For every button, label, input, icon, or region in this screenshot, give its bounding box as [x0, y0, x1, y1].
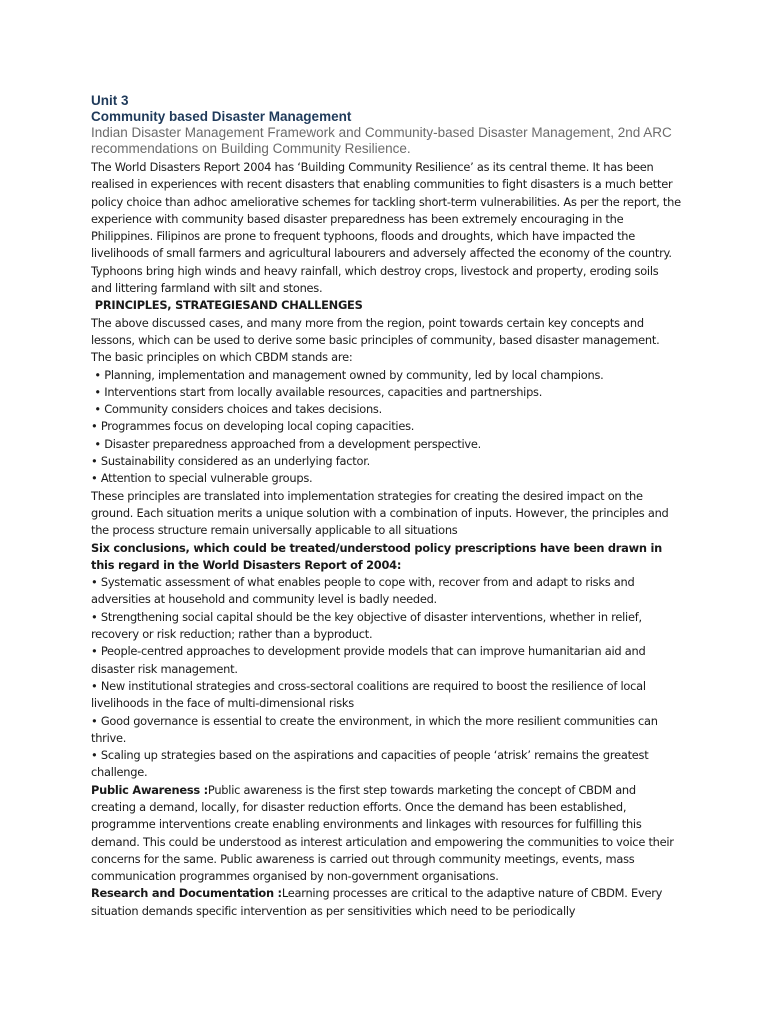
chapter-subtitle: Indian Disaster Management Framework and Community-based Disaster Management, 2nd ARC recommendations on Building Community Resilience. — [91, 125, 672, 156]
principles-list — [91, 367, 681, 488]
list-item: • Good governance is essential to create the environment, in which the more resilient communities can thrive. — [91, 713, 658, 745]
unit-label: Unit 3 — [91, 93, 129, 108]
list-item: • Programmes focus on developing local coping capacities. — [91, 419, 415, 434]
list-item: • Planning, implementation and management owned by community, led by local champions. — [91, 367, 604, 382]
list-item: • New institutional strategies and cross-sectoral coalitions are required to boost the resilience of local livelihoods in the face of multi-dimensional risks — [91, 678, 646, 711]
list-item: • Scaling up strategies based on the aspirations and capacities of people ‘atrisk’ remains the greatest challenge. — [91, 748, 649, 780]
list-item: • Disaster preparedness approached from a development perspective. — [91, 436, 482, 451]
research-paragraph — [91, 885, 681, 920]
research-text: Learning processes are critical to the adaptive nature of CBDM. Every situation demands specific intervention as per sensitivities which need to be periodically — [91, 886, 663, 918]
list-item: • Strengthening social capital should be the key objective of disaster interventions, whether in relief, recovery or risk reduction; rather than a byproduct. — [91, 609, 642, 642]
conclusions-list — [91, 574, 681, 782]
conclusions-heading: Six conclusions, which could be treated/understood policy prescriptions have been drawn in this regard in the World Disasters Report of 2004: — [91, 540, 662, 572]
list-item: • Community considers choices and takes decisions. — [91, 402, 382, 417]
chapter-title: Community based Disaster Management — [91, 109, 352, 124]
list-item: • Systematic assessment of what enables people to cope with, recover from and adapt to risks and adversities at household and community level is badly needed. — [91, 575, 635, 607]
list-item: • People-centred approaches to development provide models that can improve humanitarian aid and disaster risk management. — [91, 644, 646, 676]
principles-heading: PRINCIPLES, STRATEGIESAND CHALLENGES — [91, 298, 363, 313]
list-item: • Interventions start from locally available resources, capacities and partnerships. — [91, 384, 543, 399]
public-awareness-text: Public awareness is the first step towards marketing the concept of CBDM and creating a demand, locally, for disaster reduction efforts. Once the demand has been established, programme interventions create enabling environments and linkages with resources for fulfilling this demand. This could be understood as interest articulation and empowering the communities to voice their concerns for the same. Public awareness is carried out through community meetings, events, mass communication programmes organised by non-government organisations. — [91, 782, 674, 884]
public-awareness-label: Public Awareness : — [91, 782, 208, 797]
document-page — [91, 93, 681, 920]
intro-paragraph: The World Disasters Report 2004 has ‘Building Community Resilience’ as its central theme. It has been realised in experiences with recent disasters that enabling communities to fight disasters is a much better policy choice than adhoc ameliorative schemes for tackling short-term vulnerabilities. As per the report, the experience with community based disaster preparedness has been extremely encouraging in the Philippines. Filipinos are prone to frequent typhoons, floods and droughts, which have impacted the livelihoods of small farmers and agricultural labourers and adversely affected the economy of the country. Typhoons bring high winds and heavy rainfall, which destroy crops, livestock and property, eroding soils and littering farmland with silt and stones. — [91, 160, 681, 296]
principles-intro: The above discussed cases, and many more from the region, point towards certain key concepts and lessons, which can be used to derive some basic principles of community, based disaster management. The basic principles on which CBDM stands are: — [91, 315, 660, 365]
list-item: • Sustainability considered as an underlying factor. — [91, 454, 370, 469]
public-awareness-paragraph — [91, 782, 681, 886]
principles-outro: These principles are translated into implementation strategies for creating the desired impact on the ground. Each situation merits a unique solution with a combination of inputs. However, the principles and the process structure remain universally applicable to all situations — [91, 488, 669, 538]
list-item: • Attention to special vulnerable groups. — [91, 471, 313, 486]
research-label: Research and Documentation : — [91, 886, 282, 901]
